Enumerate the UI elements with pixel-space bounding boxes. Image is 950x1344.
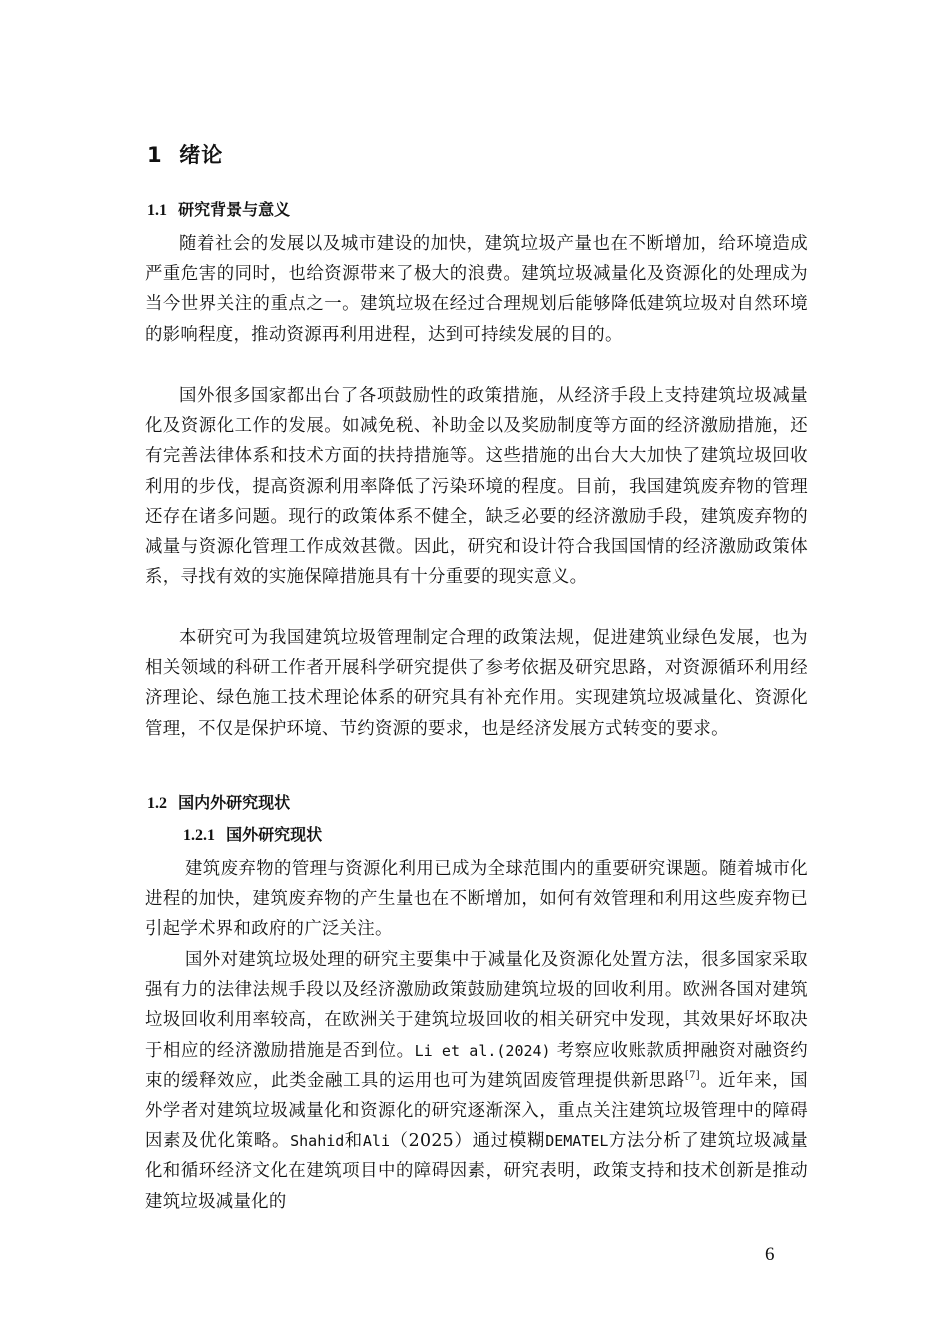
- section-title: 国内外研究现状: [178, 793, 291, 812]
- method-name: DEMATEL: [545, 1132, 609, 1151]
- chapter-title: 绪论: [179, 143, 224, 167]
- background-paragraph-1: 随着社会的发展以及城市建设的加快，建筑垃圾产量也在不断增加，给环境造成严重危害的同时，也给资源带来了极大的浪费。建筑垃圾减量化及资源化的处理成为当今世界关注的重点之一。建筑垃圾在经过合理规划后能够降低建筑垃圾对自然环境的影响程度，推动资源再利用进程，达到可持续发展的目的。: [145, 234, 808, 345]
- section-title: 研究背景与意义: [178, 200, 291, 219]
- paragraph-text: （2025）通过模糊: [390, 1131, 546, 1152]
- section-heading-1-2: [147, 791, 290, 816]
- paragraph-text: 方法分析了建筑垃圾减量化和循环经济文化在建筑项目中的障碍因素，研究表明，政策支持和技术创新是推动建筑垃圾减量化的: [145, 1131, 808, 1212]
- citation-li-et-al: Li et al.(2024): [414, 1041, 551, 1060]
- chapter-number: 1: [147, 143, 163, 167]
- page-number: 6: [765, 1244, 775, 1265]
- section-number: 1.2: [147, 795, 167, 812]
- paragraph-text: 和: [344, 1131, 363, 1152]
- subsection-title: 国外研究现状: [226, 825, 323, 844]
- subsection-number: 1.2.1: [183, 827, 215, 844]
- paragraph-text: 。近年来，国外学者对建筑垃圾减量化和资源化的研究逐渐深入，重点关注建筑垃圾管理中的障碍因素及优化策略。: [145, 1070, 808, 1152]
- paragraph-text: 国外对建筑垃圾处理的研究主要集中于减量化及资源化处置方法，很多国家采取强有力的法律法规手段以及经济激励政策鼓励建筑垃圾的回收利用。欧洲各国对建筑垃圾回收利用率较高，在欧洲关于建筑垃圾回收的相关研究中发现，其效果好坏取决于相应的经济激励措施是否到位。: [145, 950, 808, 1061]
- paragraph-text: 考察应收账款质押融资对融资约束的缓释效应，此类金融工具的运用也可为建筑固废管理提供新思路: [145, 1040, 809, 1091]
- citation-author: Ali: [362, 1132, 390, 1151]
- background-paragraph-3: 本研究可为我国建筑垃圾管理制定合理的政策法规，促进建筑业绿色发展，也为相关领域的科研工作者开展科学研究提供了参考依据及研究思路，对资源循环利用经济理论、绿色施工技术理论体系的研究具有补充作用。实现建筑垃圾减量化、资源化管理，不仅是保护环境、节约资源的要求，也是经济发展方式转变的要求。: [145, 628, 808, 739]
- background-paragraph-2: 国外很多国家都出台了各项鼓励性的政策措施，从经济手段上支持建筑垃圾减量化及资源化工作的发展。如减免税、补助金以及奖励制度等方面的经济激励措施，还有完善法律体系和技术方面的扶持措施等。这些措施的出台大大加快了建筑垃圾回收利用的步伐，提高资源利用率降低了污染环境的程度。目前，我国建筑废弃物的管理还存在诸多问题。现行的政策体系不健全，缺乏必要的经济激励手段，建筑废弃物的减量与资源化管理工作成效甚微。因此，研究和设计符合我国国情的经济激励政策体系，寻找有效的实施保障措施具有十分重要的现实意义。: [145, 386, 808, 588]
- citation-author: Shahid: [290, 1132, 345, 1151]
- chapter-heading: [147, 140, 223, 170]
- section-number: 1.1: [147, 202, 167, 219]
- foreign-paragraph-2: [145, 945, 808, 1217]
- reference-marker: [7]: [684, 1069, 700, 1081]
- foreign-paragraph-1: 建筑废弃物的管理与资源化利用已成为全球范围内的重要研究课题。随着城市化进程的加快，建筑废弃物的产生量也在不断增加，如何有效管理和利用这些废弃物已引起学术界和政府的广泛关注。: [145, 859, 808, 940]
- section-heading-1-1: [147, 198, 290, 223]
- subsection-heading-1-2-1: [183, 823, 322, 848]
